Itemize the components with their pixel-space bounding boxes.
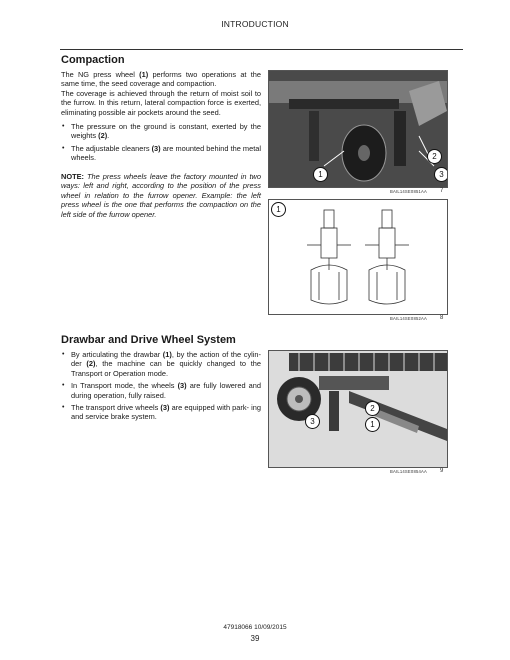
bullet-text: The adjustable cleaners xyxy=(71,143,152,153)
list-item xyxy=(61,381,261,400)
header-rule xyxy=(60,49,463,50)
drawbar-bullets xyxy=(61,350,261,425)
bullet-icon: • xyxy=(62,382,65,390)
bullet-icon: • xyxy=(62,404,65,412)
bullet-text: , the machine can be quickly changed to the Transport or Operation mode. xyxy=(71,359,261,378)
list-item xyxy=(61,122,261,141)
figure-7-caption: BAIL14SE0851AA xyxy=(390,189,428,194)
bullet-icon: • xyxy=(62,123,65,130)
bullet-ref: (2) xyxy=(98,131,108,141)
callout-3: 3 xyxy=(434,167,448,182)
figure-7-photo xyxy=(268,70,448,188)
section-title-compaction: Compaction xyxy=(61,54,125,66)
note-label: NOTE: xyxy=(61,172,84,181)
page-header: INTRODUCTION xyxy=(221,19,289,29)
list-item xyxy=(61,144,261,163)
bullet-text: By articulating the drawbar xyxy=(71,350,163,359)
figure-9-caption: BAIL14SE0854AA xyxy=(390,469,428,474)
callout-2: 2 xyxy=(365,401,380,416)
bullet-text: The transport drive wheels xyxy=(71,403,161,413)
compaction-paragraph xyxy=(61,70,261,117)
bullet-ref: (1) xyxy=(162,350,172,359)
bullet-ref: (3) xyxy=(151,143,161,153)
press-wheel-drawing-illustration xyxy=(269,200,447,314)
para-text: The NG press wheel xyxy=(61,70,140,79)
callout-1: 1 xyxy=(365,417,380,432)
drawbar-photo-illustration xyxy=(269,351,447,467)
figure-8-drawing xyxy=(268,199,448,315)
note-text: The press wheels leave the factory mounted in two ways: left and right, according to the position of the press wheel in relation to the furrow opener. Example: the left press wheel is the one that performs the compaction on the left side of the furrow opener. xyxy=(61,172,261,219)
bullet-text: . xyxy=(107,131,110,141)
bullet-icon: • xyxy=(62,144,65,152)
section-title-drawbar: Drawbar and Drive Wheel System xyxy=(61,334,236,346)
figure-8-number: 8 xyxy=(440,315,444,321)
list-item xyxy=(61,403,261,422)
bullet-text: are equipped with park- ing and service brake system. xyxy=(71,403,261,422)
bullet-ref: (2) xyxy=(86,359,96,369)
callout-1: 1 xyxy=(313,167,328,182)
bullet-text: , by the action of the cylin- der xyxy=(71,350,262,369)
callout-1: 1 xyxy=(271,202,286,217)
callout-3: 3 xyxy=(305,414,320,429)
callout-2: 2 xyxy=(427,149,442,164)
bullet-text: In Transport mode, the wheels xyxy=(71,381,178,391)
compaction-bullets xyxy=(61,122,261,166)
figure-9-photo xyxy=(268,350,448,468)
para-text-2: The coverage is achieved through the return of moist soil to the furrow. In this return, lateral compaction force is exerted, eliminating possible air pockets around the seed. xyxy=(61,88,261,117)
footer-doc-number: 47918066 10/09/2015 xyxy=(223,624,287,631)
para-ref: (1) xyxy=(139,70,149,79)
footer-page-number: 39 xyxy=(250,634,260,643)
bullet-icon: • xyxy=(62,351,65,358)
para-text: performs two operations at the same time, the seed coverage and compaction. xyxy=(61,70,261,89)
bullet-text: are mounted behind the metal wheels. xyxy=(71,143,261,163)
list-item xyxy=(61,350,261,378)
bullet-text: The pressure on the ground is constant, exerted by the weights xyxy=(71,122,261,141)
bullet-text: are fully lowered and during operation, fully raised. xyxy=(71,381,261,400)
compaction-note xyxy=(61,172,261,219)
press-wheel-photo-illustration xyxy=(269,71,447,187)
figure-9-number: 9 xyxy=(440,468,444,474)
bullet-ref: (3) xyxy=(160,403,170,413)
bullet-ref: (3) xyxy=(177,381,187,391)
figure-8-caption: BAIL14SE0852AA xyxy=(390,316,428,321)
figure-7-number: 7 xyxy=(440,188,444,194)
